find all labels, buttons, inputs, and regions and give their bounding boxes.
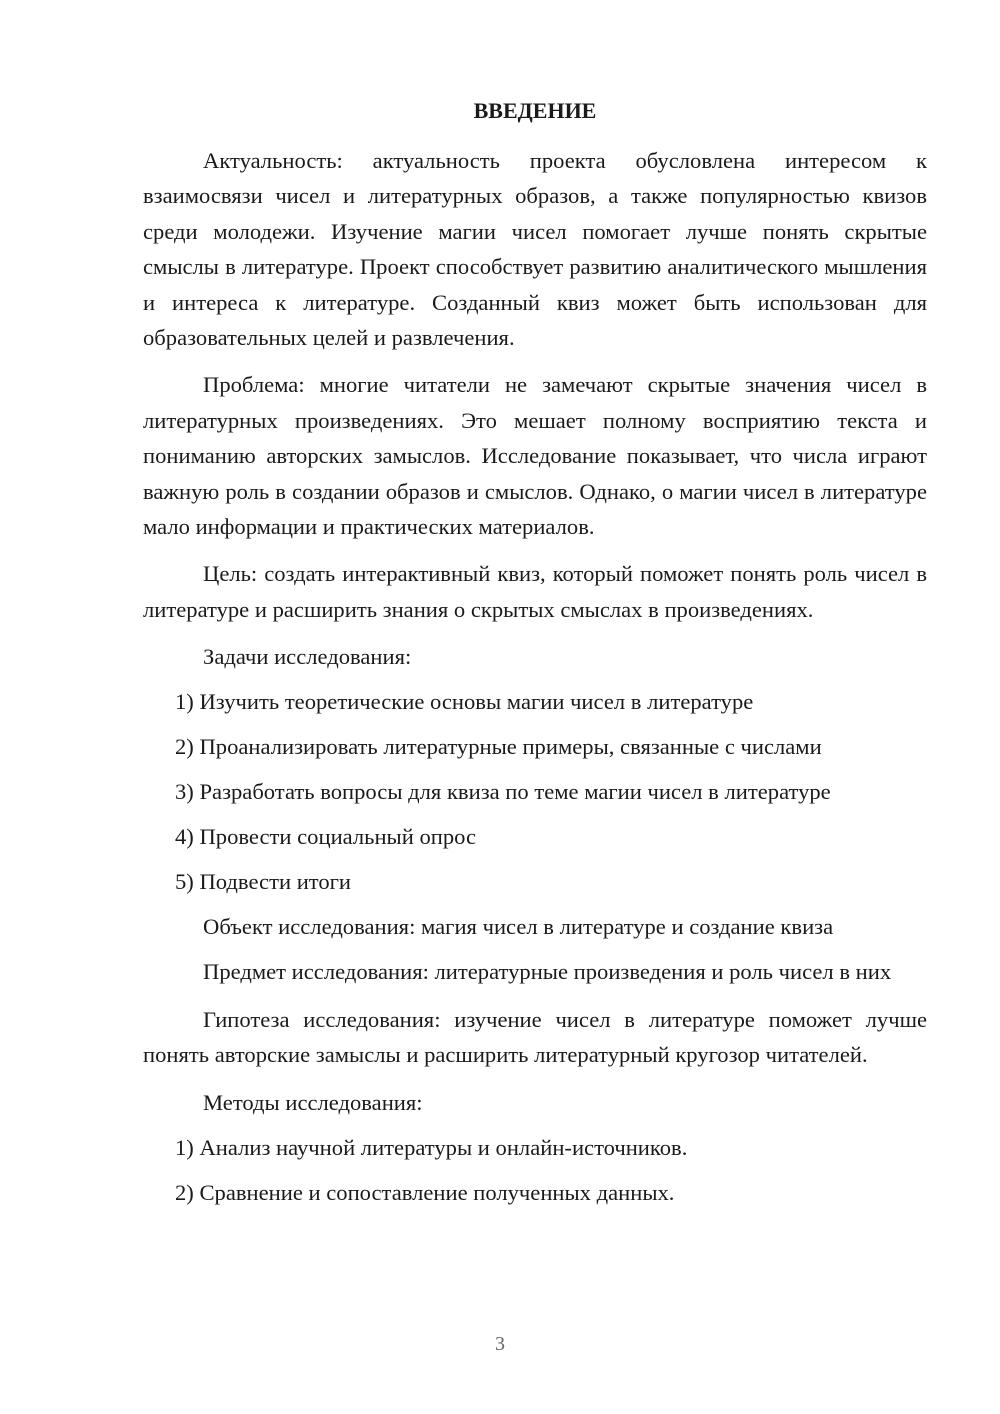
section-title: ВВЕДЕНИЕ [473, 98, 597, 123]
methods-list [143, 1130, 927, 1210]
list-item: 4) Провести социальный опрос [175, 824, 477, 850]
hypothesis-paragraph: Гипотеза исследования: изучение чисел в литературе поможет лучше понять авторские замыслы и расширить литературный кругозор читателей. [143, 1006, 927, 1068]
page-number: 3 [495, 1333, 505, 1355]
list-item: 1) Анализ научной литературы и онлайн-источников. [175, 1134, 688, 1160]
document-page [143, 96, 927, 1220]
tasks-list [143, 684, 927, 899]
tasks-heading: Задачи исследования: [203, 644, 412, 670]
goal-paragraph: Цель: создать интерактивный квиз, который поможет понять роль чисел в литературе и расширить знания о скрытых смыслах в произведениях. [143, 561, 927, 622]
subject-paragraph: Предмет исследования: литературные произведения и роль чисел в них [203, 959, 892, 985]
methods-heading: Методы исследования: [203, 1089, 423, 1115]
list-item: 3) Разработать вопросы для квиза по теме магии чисел в литературе [175, 779, 831, 805]
problem-paragraph: Проблема: многие читатели не замечают скрытые значения чисел в литературных произведениях. Это мешает полному восприятию текста и пониманию авторских замыслов. Исследование показывает, что числа играют важную роль в создании образов и смыслов. Однако, о магии чисел в литературе мало информации и практических материалов. [143, 372, 927, 540]
list-item: 1) Изучить теоретические основы магии чисел в литературе [175, 689, 754, 715]
list-item: 5) Подвести итоги [175, 869, 352, 895]
list-item: 2) Сравнение и сопоставление полученных данных. [175, 1179, 675, 1205]
list-item: 2) Проанализировать литературные примеры, связанные с числами [175, 734, 822, 760]
relevance-paragraph: Актуальность: актуальность проекта обусловлена интересом к взаимосвязи чисел и литературных образов, а также популярностью квизов среди молодежи. Изучение магии чисел помогает лучше понять скрытые смыслы в литературе. Проект способствует развитию аналитического мышления и интереса к литературе. Созданный квиз может быть использован для образовательных целей и развлечения. [143, 148, 927, 351]
object-line: Объект исследования: магия чисел в литературе и создание квиза [203, 914, 834, 940]
